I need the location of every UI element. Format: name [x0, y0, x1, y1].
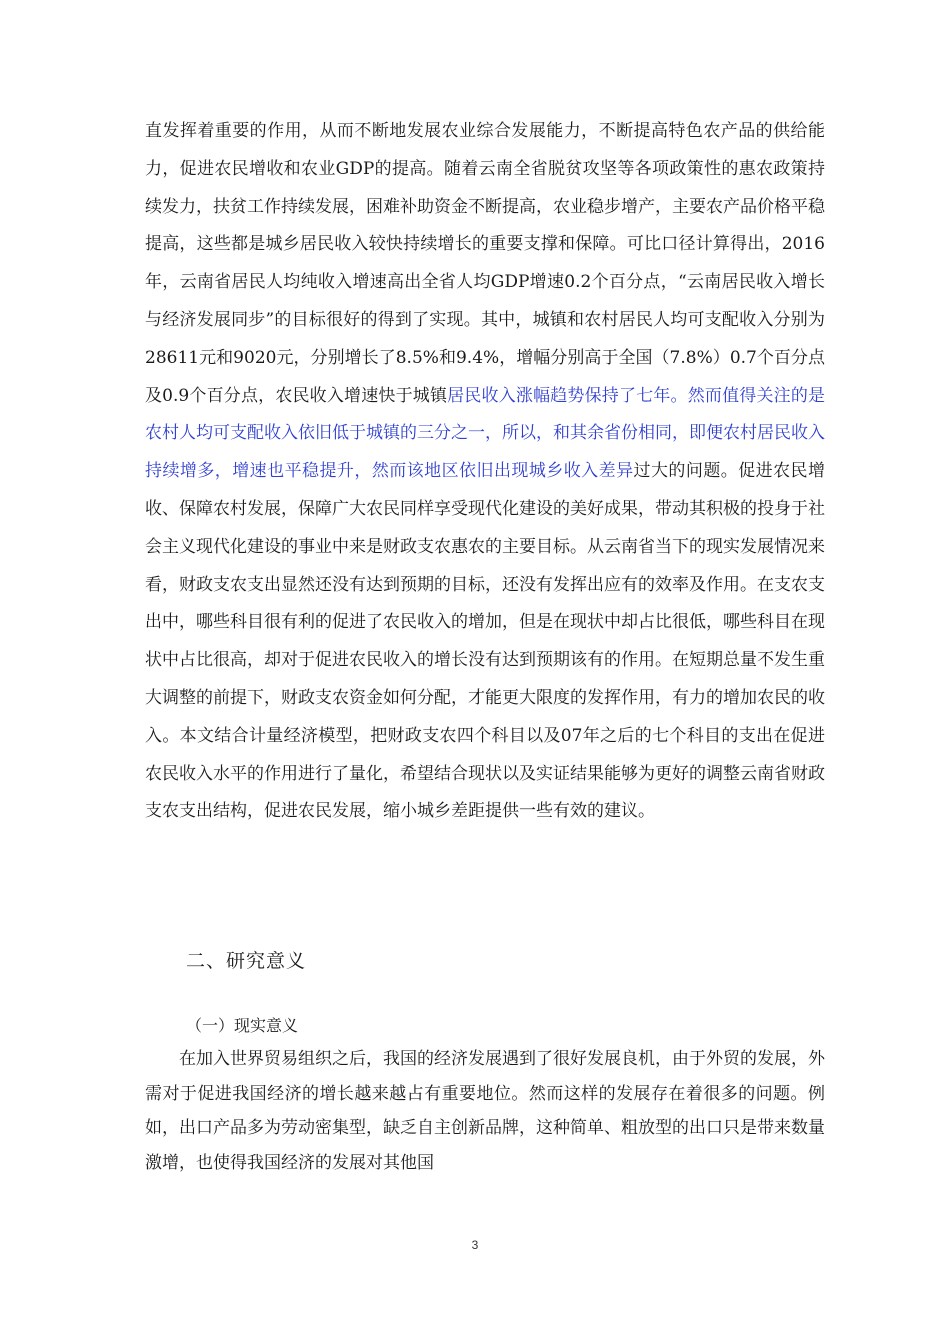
- body-paragraph-1: [145, 113, 825, 831]
- body-paragraph-2: [145, 1042, 825, 1180]
- page-number: 3: [471, 1238, 479, 1252]
- section-heading: 二、研究意义: [186, 950, 307, 972]
- subsection-heading: （一）现实意义: [186, 1016, 299, 1035]
- paragraph-1-text-end: 过大的问题。促进农民增收、保障农村发展，保障广大农民同样享受现代化建设的美好成果，带动其积极的投身于社会主义现代化建设的事业中来是财政支农惠农的主要目标。从云南省当下的现实发展情况来看，财政支农支出显然还没有达到预期的目标，还没有发挥出应有的效率及作用。在支农支出中，哪些科目很有利的促进了农民收入的增加，但是在现状中却占比很低，哪些科目在现状中占比很高，却对于促进农民收入的增长没有达到预期该有的作用。在短期总量不发生重大调整的前提下，财政支农资金如何分配，才能更大限度的发挥作用，有力的增加农民的收入。本文结合计量经济模型，把财政支农四个科目以及07年之后的七个科目的支出在促进农民收入水平的作用进行了量化，希望结合现状以及实证结果能够为更好的调整云南省财政支农支出结构，促进农民发展，缩小城乡差距提供一些有效的建议。: [145, 461, 826, 822]
- paragraph-2: 在加入世界贸易组织之后，我国的经济发展遇到了很好发展良机，由于外贸的发展，外需对于促进我国经济的增长越来越占有重要地位。然而这样的发展存在着很多的问题。例如，出口产品多为劳动密集型，缺乏自主创新品牌，这种简单、粗放型的出口只是带来数量激增，也使得我国经济的发展对其他国: [145, 1049, 825, 1173]
- paragraph-1-highlighted-text: 居民收入涨幅趋势保持了七年。然而值得关注的是农村人均可支配收入依旧低于城镇的三分之一，所以，和其余省份相同，即便农村居民收入持续增多，增速也平稳提升，然而该地区依旧出现城乡收入差异: [145, 385, 825, 482]
- paragraph-1: [145, 113, 825, 831]
- paragraph-1-text-start: 直发挥着重要的作用，从而不断地发展农业综合发展能力，不断提高特色农产品的供给能力，促进农民增收和农业GDP的提高。随着云南全省脱贫攻坚等各项政策性的惠农政策持续发力，扶贫工作持续发展，困难补助资金不断提高，农业稳步增产，主要农产品价格平稳提高，这些都是城乡居民收入较快持续增长的重要支撑和保障。可比口径计算得出，2016年，云南省居民人均纯收入增速高出全省人均GDP增速0.2个百分点，“云南居民收入增长与经济发展同步”的目标很好的得到了实现。其中，城镇和农村居民人均可支配收入分别为28611元和9020元，分别增长了8.5%和9.4%，增幅分别高于全国（7.8%）0.7个百分点及0.9个百分点，农民收入增速快于城镇: [145, 121, 825, 406]
